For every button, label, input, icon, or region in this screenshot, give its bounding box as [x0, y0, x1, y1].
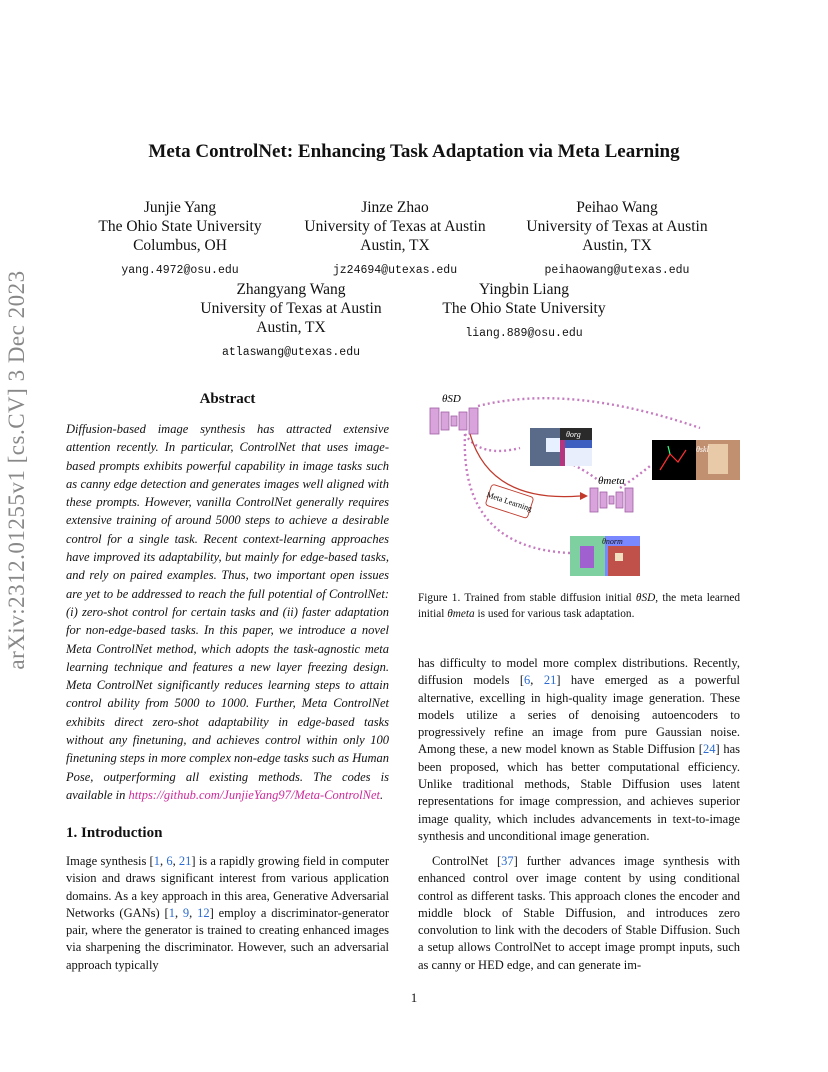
citation[interactable]: 21 [543, 673, 557, 688]
abstract-text [66, 420, 389, 804]
meta-learning-label: Meta Learning [485, 490, 534, 514]
author-email: jz24694@utexas.edu [332, 264, 458, 277]
author-email: peihaowang@utexas.edu [544, 264, 690, 277]
citation[interactable]: 12 [197, 905, 210, 920]
norm-task-image [570, 536, 640, 576]
author-email: yang.4972@osu.edu [121, 264, 239, 277]
author-email: atlaswang@utexas.edu [221, 346, 361, 359]
author-location: Austin, TX [360, 237, 430, 254]
skl-task-image [652, 440, 740, 480]
author-name: Jinze Zhao [361, 199, 429, 216]
theta-sd-label: θSD [442, 393, 461, 405]
meta-learning-box [484, 483, 536, 519]
author-block-1 [80, 198, 280, 280]
paper-title: Meta ControlNet: Enhancing Task Adaptation via Meta Learning [148, 141, 680, 162]
citation[interactable]: 6 [166, 854, 173, 868]
right-paragraph-1: has difficulty to model more complex distributions. Recently, diffusion models [6, 21] have emerged as a powerful alternative, excelling in high-quality image generation. These models utilize a series of denoising autoencoders to progressively refine an image from pure Gaussian noise. Among these, a new model known as Stable Diffusion [24] has been proposed, which has better computational efficiency. Unlike traditional methods, Stable Diffusion uses latent representations for image compression, and achieves superior image quality, which includes advancements in text-to-image synthesis and unconditional image generation. [418, 656, 741, 843]
figure-1-diagram [420, 388, 742, 578]
citation[interactable]: 37 [501, 854, 514, 868]
arxiv-stamp: arXiv:2312.01255v1 [cs.CV] 3 Dec 2023 [4, 270, 29, 670]
author-block-3 [512, 198, 722, 280]
citation[interactable]: 21 [178, 854, 192, 868]
figure-1-caption: Figure 1. Trained from stable diffusion initial θSD, the meta learned initial θmeta is used for various task adaptation. [418, 592, 741, 620]
arrow-head [580, 492, 588, 500]
author-affiliation: University of Texas at Austin [526, 218, 708, 235]
author-block-5 [424, 280, 624, 343]
page-number: 1 [410, 990, 418, 1005]
theta-org-label: θorg [566, 430, 581, 439]
abstract-end: . [380, 787, 384, 802]
right-paragraph-2: ControlNet [37] further advances image synthesis with enhanced control over image content by using conditional control as different tasks. This approach clones the encoder and middle block of Stable Diffusion, and introduces zero convolution to link with the decoders of Stable Diffusion. Such a setup allows ControlNet to accept image prompt inputs, such as canny or HED edge, and can generate im- [418, 854, 740, 972]
author-block-2 [290, 198, 500, 280]
author-name: Zhangyang Wang [236, 281, 346, 298]
author-email: liang.889@osu.edu [465, 327, 583, 340]
author-affiliation: The Ohio State University [442, 300, 606, 317]
citation[interactable]: 1 [153, 854, 160, 868]
citation[interactable]: 6 [524, 673, 531, 688]
citation[interactable]: 1 [168, 905, 175, 920]
author-affiliation: University of Texas at Austin [304, 218, 486, 235]
author-name: Peihao Wang [576, 199, 658, 216]
org-task-image [530, 428, 592, 466]
code-link[interactable]: https://github.com/JunjieYang97/Meta-ControlNet [128, 787, 380, 802]
sd-network-icon [430, 408, 478, 434]
author-block-4 [186, 280, 396, 362]
meta-network-icon [590, 488, 633, 512]
citation[interactable]: 24 [702, 742, 716, 757]
citation[interactable]: 9 [182, 905, 190, 920]
author-name: Yingbin Liang [479, 281, 569, 298]
author-affiliation: University of Texas at Austin [200, 300, 382, 317]
dotted-path-skl [478, 398, 700, 428]
theta-meta-label: θmeta [598, 475, 625, 487]
author-affiliation: The Ohio State University [98, 218, 262, 235]
author-location: Austin, TX [582, 237, 652, 254]
author-location: Austin, TX [256, 319, 326, 336]
author-name: Junjie Yang [143, 199, 217, 216]
abstract-body: Diffusion-based image synthesis has attracted extensive attention recently. In particular, ControlNet that uses image-based prompts exhibits powerful capability in image tasks such as canny edge detection and generates images well aligned with these prompts. However, vanilla ControlNet generally requires extensive training of around 5000 steps to achieve a desirable control for a single task. Recent context-learning approaches have improved its adaptability, but mainly for edge-based tasks, and rely on paired examples. Thus, two important open issues are yet to be addressed to reach the full potential of ControlNet: (i) zero-shot control for certain tasks and (ii) faster adaptation for non-edge-based tasks. In this paper, we introduce a novel Meta ControlNet method, which adopts the task-agnostic meta learning technique and features a new layer freezing design. Meta ControlNet significantly reduces learning steps to attain control ability from 5000 to 1000. Further, Meta ControlNet exhibits direct zero-shot adaptability in edge-based tasks without any finetuning, and achieves control within only 100 finetuning steps in more complex non-edge tasks such as Human Pose, outperforming all existing methods. The codes is available in [66, 422, 389, 802]
author-location: Columbus, OH [133, 237, 227, 254]
abstract-heading: Abstract [199, 391, 256, 407]
intro-heading: 1. Introduction [66, 825, 163, 841]
intro-paragraph: Image synthesis [1, 6, 21] is a rapidly growing field in computer vision and draws significant interest from various application domains. As a key approach in this area, Generative Adversarial Networks (GANs) [1, 9, 12] employ a discriminator-generator pair, where the generator is trained to creating enhanced images via sharpening the discriminator. However, such an adversarial approach typically [66, 854, 390, 972]
theta-norm-label: θnorm [602, 537, 623, 546]
theta-skl-label: θskl [696, 445, 709, 454]
